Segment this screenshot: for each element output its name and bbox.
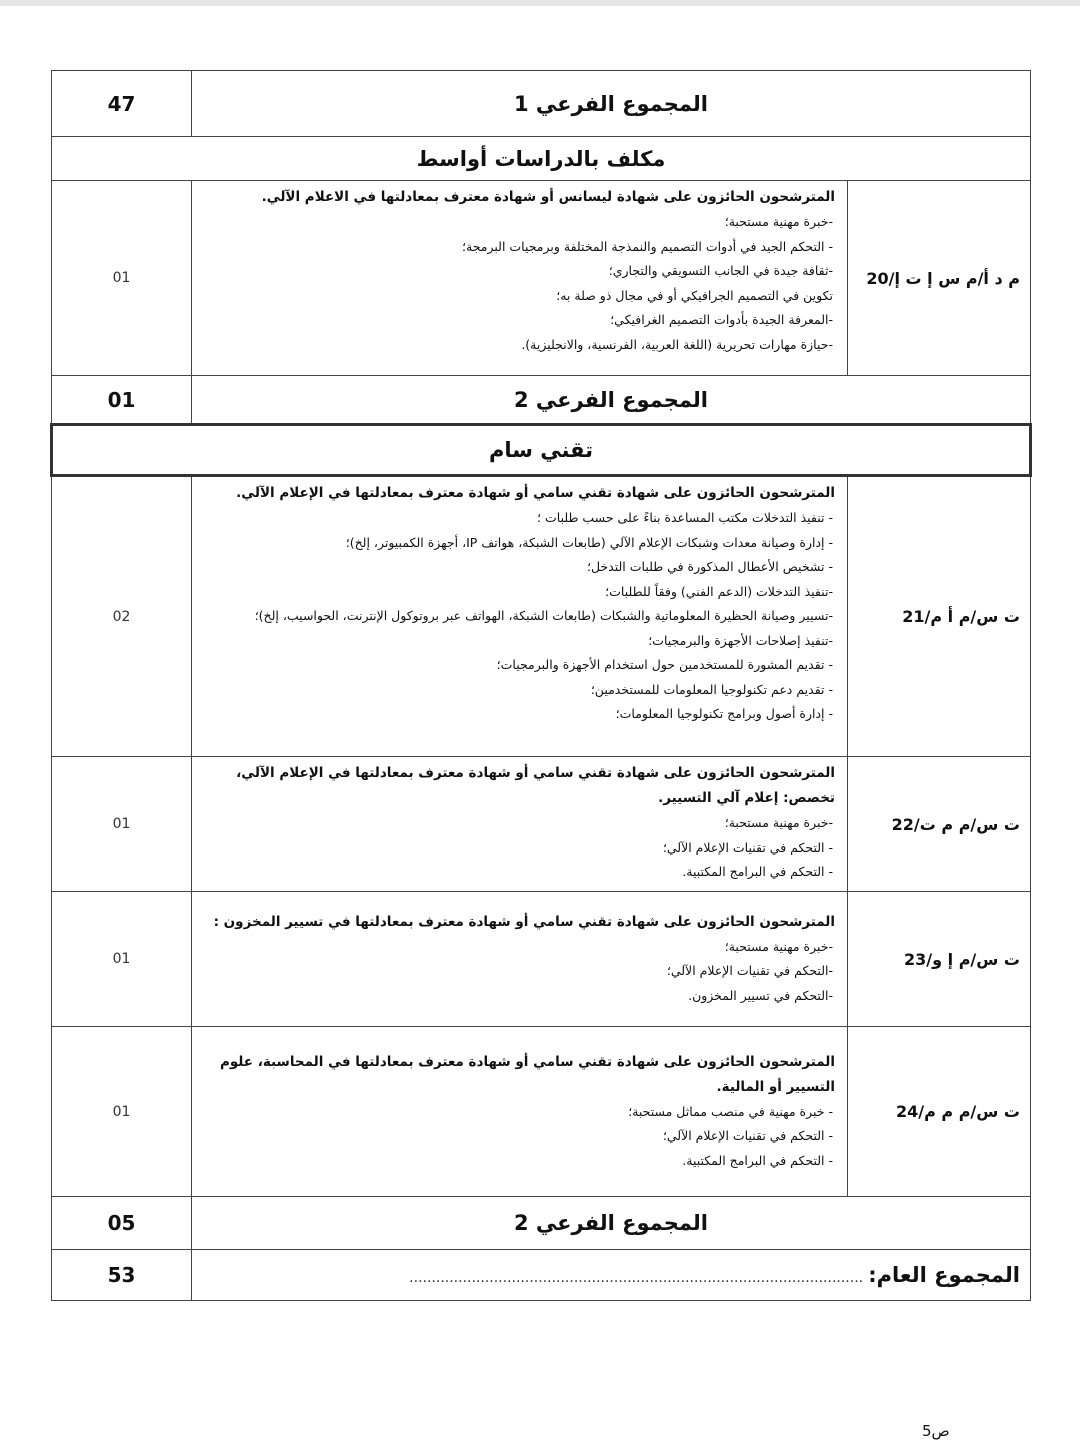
list-item: -خبرة مهنية مستحبة؛ <box>724 938 833 954</box>
list-item: -خبرة مهنية مستحبة؛ <box>724 214 833 229</box>
position-20-requirements <box>192 181 848 376</box>
position-row-23 <box>52 892 1031 1027</box>
position-23-requirements <box>192 892 848 1027</box>
page-number: ص5 <box>922 1422 950 1440</box>
grand-total-label: المجموع العام: <box>868 1263 1020 1287</box>
list-item: -خبرة مهنية مستحبة؛ <box>724 815 833 830</box>
list-item: - التحكم في البرامج المكتبية. <box>682 1152 833 1168</box>
list-item: -المعرفة الجيدة بأدوات التصميم الغرافيكي؛ <box>610 312 833 327</box>
position-row-21 <box>52 476 1031 757</box>
top-bar <box>0 0 1080 6</box>
position-24-requirements <box>192 1027 848 1197</box>
list-item: - إدارة وصيانة معدات وشبكات الإعلام الآلي (طابعات الشبكة، هواتف IP، أجهزة الكمبيوتر، إلخ)؛ <box>345 534 833 550</box>
subtotal-2-label: المجموع الفرعي 2 <box>192 376 1031 425</box>
list-item: - التحكم الجيد في أدوات التصميم والنمذجة المختلفة وبرمجيات البرمجة؛ <box>462 238 833 254</box>
position-20-list <box>200 210 835 357</box>
list-item: - تشخيص الأعطال المذكورة في طلبات التدخل؛ <box>586 559 833 574</box>
list-item: - التحكم في البرامج المكتبية. <box>682 864 833 879</box>
position-22-count: 01 <box>52 757 192 892</box>
list-item: -تنفيذ التدخلات (الدعم الفني) وفقاً للطلبات؛ <box>605 583 833 599</box>
list-item: -التحكم في تسيير المخزون. <box>688 987 833 1003</box>
position-24-intro: المترشحون الحائزون على شهادة تقني سامي أو شهادة معترف بمعادلتها في المحاسبة، علوم التسيير أو المالية. <box>219 1053 835 1095</box>
position-row-24 <box>52 1027 1031 1197</box>
position-24-code: ت س/م م م/24 <box>848 1027 1031 1197</box>
position-row-22 <box>52 757 1031 892</box>
list-item: - التحكم في تقنيات الإعلام الآلي؛ <box>662 1128 833 1144</box>
position-24-count: 01 <box>52 1027 192 1197</box>
grand-total-dots: ...................................................................................................... <box>409 1270 864 1286</box>
section-row-1 <box>52 137 1031 181</box>
subtotal-row-2 <box>52 376 1031 425</box>
subtotal-row-3 <box>52 1197 1031 1250</box>
section-row-2 <box>52 425 1031 476</box>
position-23-count: 01 <box>52 892 192 1027</box>
list-item: -تنفيذ إصلاحات الأجهزة والبرمجيات؛ <box>648 632 833 648</box>
position-22-code: ت س/م م ت/22 <box>848 757 1031 892</box>
list-item: -تسيير وصيانة الحظيرة المعلوماتية والشبكات (طابعات الشبكة، الهواتف عبر بروتوكول الإنترنت، الحواسيب، إلخ)؛ <box>254 608 833 623</box>
list-item: - تقديم دعم تكنولوجيا المعلومات للمستخدمين؛ <box>590 681 833 697</box>
list-item: - تقديم المشورة للمستخدمين حول استخدام الأجهزة والبرمجيات؛ <box>496 657 833 672</box>
list-item: -التحكم في تقنيات الإعلام الآلي؛ <box>666 963 833 979</box>
position-20-code: م د أ/م س إ ت إ/20 <box>848 181 1031 376</box>
list-item: - خبرة مهنية في منصب مماثل مستحبة؛ <box>628 1103 833 1119</box>
section-1-title: مكلف بالدراسات أواسط <box>52 137 1031 181</box>
subtotal-1-label: المجموع الفرعي 1 <box>192 71 1031 137</box>
position-20-count: 01 <box>52 181 192 376</box>
subtotal-1-count: 47 <box>52 71 192 137</box>
grand-total-row <box>52 1250 1031 1301</box>
position-21-requirements <box>192 476 848 757</box>
position-23-intro: المترشحون الحائزون على شهادة تقني سامي أو شهادة معترف بمعادلتها في تسيير المخزون : <box>213 913 835 930</box>
position-23-code: ت س/م إ و/23 <box>848 892 1031 1027</box>
list-item: - التحكم في تقنيات الإعلام الآلي؛ <box>662 839 833 855</box>
position-22-requirements <box>192 757 848 892</box>
position-20-intro: المترشحون الحائزون على شهادة ليسانس أو شهادة معترف بمعادلتها في الاعلام الآلي. <box>261 189 835 205</box>
list-item: -حيازة مهارات تحريرية (اللغة العربية، الفرنسية، والانجليزية). <box>521 336 833 352</box>
position-21-list <box>200 506 835 727</box>
list-item: - تنفيذ التدخلات مكتب المساعدة بناءً على حسب طلبات ؛ <box>537 510 833 525</box>
section-2-title: تقني سام <box>52 425 1031 476</box>
subtotal-3-count: 05 <box>52 1197 192 1250</box>
list-item: -ثقافة جيدة في الجانب التسويقي والتجاري؛ <box>608 263 833 278</box>
grand-total-cell <box>192 1250 1031 1301</box>
position-21-intro: المترشحون الحائزون على شهادة تقني سامي أو شهادة معترف بمعادلتها في الإعلام الآلي. <box>236 485 835 501</box>
list-item: - إدارة أصول وبرامج تكنولوجيا المعلومات؛ <box>615 706 833 721</box>
subtotal-2-count: 01 <box>52 376 192 425</box>
position-24-list <box>200 1100 835 1174</box>
position-22-list <box>200 811 835 885</box>
subtotal-row-1 <box>52 71 1031 137</box>
subtotal-3-label: المجموع الفرعي 2 <box>192 1197 1031 1250</box>
list-item: تكوين في التصميم الجرافيكي أو في مجال ذو صلة به؛ <box>556 287 833 303</box>
position-row-20 <box>52 181 1031 376</box>
position-22-intro: المترشحون الحائزون على شهادة تقني سامي أو شهادة معترف بمعادلتها في الإعلام الآلي، تخصص: إعلام آلي التسيير. <box>236 765 835 806</box>
position-23-list <box>200 935 835 1009</box>
position-21-code: ت س/م أ م/21 <box>848 476 1031 757</box>
grand-total-count: 53 <box>52 1250 192 1301</box>
positions-table <box>50 70 1032 1301</box>
position-21-count: 02 <box>52 476 192 757</box>
